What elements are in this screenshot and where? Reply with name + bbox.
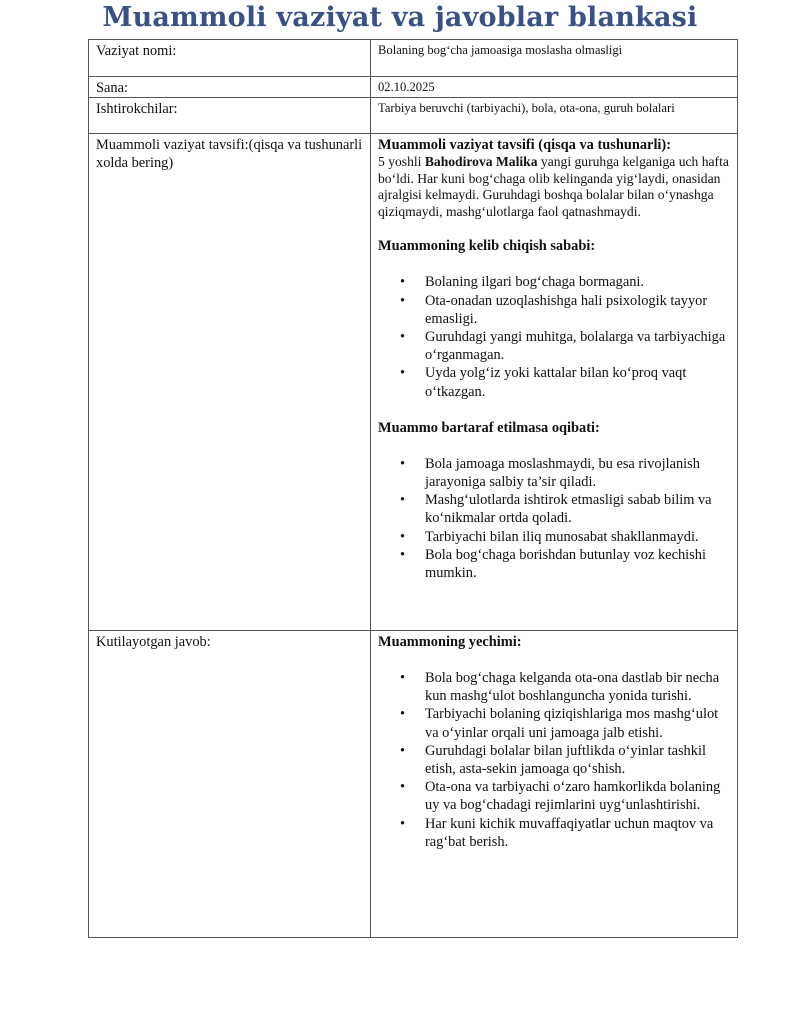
causes-heading: Muammoning kelib chiqish sababi: <box>378 238 596 255</box>
description-heading: Muammoli vaziyat tavsifi (qisqa va tushunarli): <box>378 137 672 153</box>
solution-heading: Muammoning yechimi: <box>378 634 522 650</box>
description-text-end: yangi guruhga kelganiga uch hafta bo‘ldi. Har kuni bog‘chaga olib kelinganda yig‘laydi, onasidan ajralgisi kelmaydi. Guruhdagi boshqa bolalar bilan o‘ynashga qiziqmaydi, mashg‘ulotlarga faol qatnashmaydi. <box>378 154 729 219</box>
list-item: • Tarbiyachi bilan iliq munosabat shakllanmaydi. <box>425 528 730 546</box>
list-item: • Bola jamoaga moslashmaydi, bu esa rivojlanish jarayoniga salbiy ta’sir qiladi. <box>425 455 730 491</box>
description-label: Muammoli vaziyat tavsifi:(qisqa va tushunarli xolda bering) <box>89 134 371 631</box>
expected-answer-cell <box>371 631 738 938</box>
causes-list <box>378 273 730 400</box>
situation-name-label: Vaziyat nomi: <box>89 40 371 77</box>
consequences-list <box>378 455 730 582</box>
list-item: • Bola bog‘chaga kelganda ota-ona dastlab bir necha kun mashg‘ulot boshlanguncha yonida turishi. <box>425 669 730 705</box>
list-item: • Bolaning ilgari bog‘chaga bormagani. <box>425 273 730 291</box>
expected-answer-label: Kutilayotgan javob: <box>89 631 371 938</box>
participants-value: Tarbiya beruvchi (tarbiyachi), bola, ota-ona, guruh bolalari <box>371 98 738 134</box>
row-description <box>89 134 738 631</box>
problem-form-table <box>88 39 738 938</box>
list-item: • Guruhdagi yangi muhitga, bolalarga va tarbiyachiga o‘rganmagan. <box>425 328 730 364</box>
list-item: • Bola bog‘chaga borishdan butunlay voz kechishi mumkin. <box>425 546 730 582</box>
solutions-list <box>378 669 730 851</box>
date-value: 02.10.2025 <box>371 77 738 98</box>
list-item: • Uyda yolg‘iz yoki kattalar bilan ko‘proq vaqt o‘tkazgan. <box>425 364 730 400</box>
list-item: • Har kuni kichik muvaffaqiyatlar uchun maqtov va rag‘bat berish. <box>425 815 730 851</box>
list-item: • Tarbiyachi bolaning qiziqishlariga mos mashg‘ulot va o‘yinlar orqali uni jamoaga jalb etishi. <box>425 705 730 741</box>
consequences-heading: Muammo bartaraf etilmasa oqibati: <box>378 419 600 436</box>
description-cell <box>371 134 738 631</box>
list-item: • Ota-onadan uzoqlashishga hali psixologik tayyor emasligi. <box>425 292 730 328</box>
row-date <box>89 77 738 98</box>
participants-label: Ishtirokchilar: <box>89 98 371 134</box>
description-text <box>378 154 730 220</box>
list-item: • Mashg‘ulotlarda ishtirok etmasligi sabab bilim va ko‘nikmalar ortda qoladi. <box>425 491 730 527</box>
page-title: Muammoli vaziyat va javoblar blankasi <box>102 2 698 33</box>
situation-name-value: Bolaning bog‘cha jamoasiga moslasha olmasligi <box>371 40 738 77</box>
date-label: Sana: <box>89 77 371 98</box>
row-situation-name <box>89 40 738 77</box>
description-text-start: 5 yoshli <box>378 154 425 169</box>
list-item: • Guruhdagi bolalar bilan juftlikda o‘yinlar tashkil etish, asta-sekin jamoaga qo‘shish. <box>425 742 730 778</box>
child-name: Bahodirova Malika <box>424 154 538 169</box>
list-item: • Ota-ona va tarbiyachi o‘zaro hamkorlikda bolaning uy va bog‘chadagi rejimlarini uyg‘unlashtirishi. <box>425 778 730 814</box>
row-expected-answer <box>89 631 738 938</box>
row-participants <box>89 98 738 134</box>
